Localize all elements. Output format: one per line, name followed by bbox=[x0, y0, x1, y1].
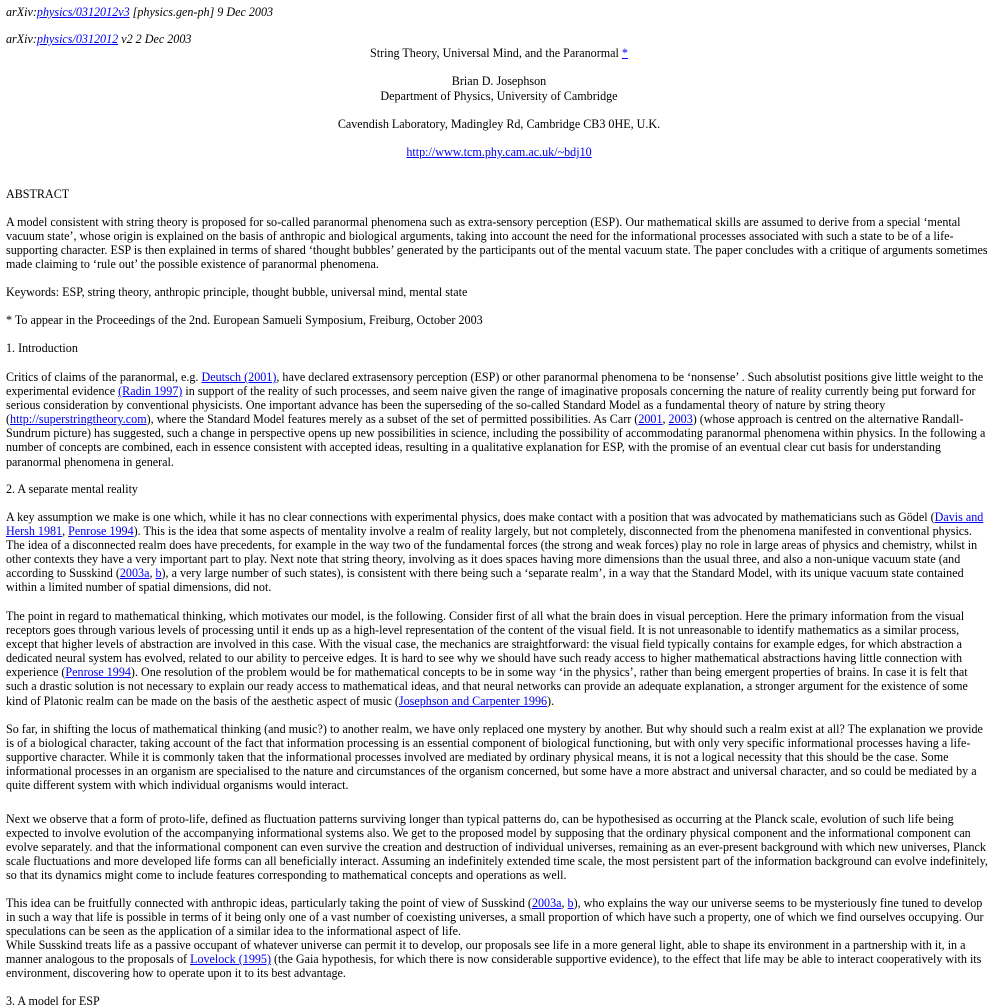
separate-reality-paragraph-6 bbox=[6, 938, 992, 980]
paper-title-text: String Theory, Universal Mind, and the Paranormal bbox=[370, 46, 622, 60]
citation-deutsch-2001[interactable]: Deutsch (2001) bbox=[201, 370, 277, 384]
citation-penrose-1994[interactable]: Penrose 1994 bbox=[68, 524, 134, 539]
text-span: , bbox=[561, 896, 568, 910]
text-span: ), who explains the way our universe seems to be mysteriously fine tuned to develop in such a way that life is possible in terms of it being only one of a vast number of coexisting universes, a small proportion of which have such a property, one of which we find ourselves occupying. Our speculations can be seen as the application of a similar idea to the informational aspect of life. bbox=[6, 896, 984, 939]
arxiv-prefix: arXiv: bbox=[6, 5, 37, 19]
text-span: in support of the reality of such processes, and seem naive given the range of imaginative proposals concerning the nature of reality currently being put forward for serious consideration by conventional physicists. One important advance has been the superseding of the so-called Standard Model as a fundamental theory of nature by string theory ( bbox=[6, 384, 976, 427]
abstract-text: A model consistent with string theory is proposed for so-called paranormal phenomena such as extra-sensory perception (ESP). Our mathematical skills are assumed to derive from a special ‘mental vacuum state’, whose origin is explained on the basis of anthropic and biological arguments, taking into account the need for the informational processes associated with such a state to be of a life-supporting character. ESP is then explained in terms of shared ‘thought bubbles’ generated by the participants out of the mental vacuum state. The paper concludes with a critique of arguments sometimes made claiming to ‘rule out’ the possible existence of paranormal phenomena. bbox=[6, 215, 988, 272]
text-span: ). One resolution of the problem would be for mathematical concepts to be in some way ‘in the physics’, rather than being emergent properties of brains. In case it is felt that such a drastic solution is not necessary to explain our ready access to mathematical ideas, and that neural networks can provide an adequate explanation, a stronger argument for the existence of some kind of Platonic realm can be made on the basis of the aesthetic aspect of music ( bbox=[6, 665, 968, 708]
text-span: While Susskind treats life as a passive occupant of whatever universe can permit it to develop, our proposals see life in a more general light, able to shape its environment in a partnership with it, in a manner analogous to the proposals of bbox=[6, 938, 966, 967]
citation-penrose-1994[interactable]: Penrose 1994 bbox=[65, 665, 131, 680]
section-heading-separate-mental-reality: 2. A separate mental reality bbox=[6, 482, 138, 496]
abstract-heading: ABSTRACT bbox=[6, 187, 70, 201]
citation-susskind-2003b[interactable]: b bbox=[155, 566, 162, 581]
arxiv-version-date: v2 2 Dec 2003 bbox=[118, 32, 192, 46]
citation-susskind-2003a[interactable]: 2003a bbox=[119, 566, 150, 581]
separate-reality-paragraph-1 bbox=[6, 510, 992, 595]
intro-paragraph bbox=[6, 370, 992, 469]
text-span: A key assumption we make is one which, while it has no clear connections with experimental physics, does make contact with a position that was advocated by mathematicians such as Gödel ( bbox=[6, 510, 935, 524]
text-span: The point in regard to mathematical thinking, which motivates our model, is the following. Consider first of all what the brain does in visual perception. Here the primary information from the visual receptors goes through various levels of processing until it ends up as a high-level representation of the content of the visual field. It is not unreasonable to identify mathematics as a similar process, except that higher levels of abstraction are involved in this case. With the visual case, the mechanics are straightforward: the visual field typically contains for example edges, for which abstraction a dedicated neural system has evolved, related to our ability to perceive edges. It is hard to see why we should have such ready access to higher mathematical abstractions having little connection with experience ( bbox=[6, 609, 965, 680]
author-address: Cavendish Laboratory, Madingley Rd, Cambridge CB3 0HE, U.K. bbox=[337, 117, 661, 131]
superstringtheory-link[interactable]: http://superstringtheory.com bbox=[10, 412, 147, 427]
citation-lovelock-1995[interactable]: Lovelock (1995) bbox=[190, 952, 271, 967]
text-span: ), where the Standard Model features merely as a subset of the set of permitted possibilities. As Carr ( bbox=[146, 412, 639, 427]
text-span: (the Gaia hypothesis, for which there is now considerable supportive evidence), to the effect that life may be able to interact cooperatively with its environment, discovering how to operate upon it to its best advantage. bbox=[6, 952, 982, 981]
text-span: Critics of claims of the paranormal, e.g. bbox=[6, 370, 202, 384]
title-footnote-link[interactable]: * bbox=[621, 46, 628, 60]
text-span: , bbox=[149, 566, 156, 581]
text-span: ) (whose approach is centred on the alternative Randall-Sundrum picture) has suggested, such a change in perspective opens up new possibilities in science, including the possibility of accommodating paranormal phenomena within physics. In the following a number of concepts are combined, each in essence consistent with accepted ideas, resulting in a qualitative explanation for ESP, with the promise of an eventual clear cut basis for understanding paranormal phenomena in general. bbox=[6, 412, 986, 469]
citation-carr-2001[interactable]: 2001 bbox=[638, 412, 663, 427]
author-department: Department of Physics, University of Cambridge bbox=[380, 89, 618, 103]
section-heading-model-for-esp: 3. A model for ESP bbox=[6, 994, 100, 1008]
arxiv-prefix-2: arXiv: bbox=[6, 32, 37, 46]
text-span: ). This is the idea that some aspects of mentality involve a realm of reality largely, but not completely, disconnected from the phenomena manifested in conventional physics. The idea of a disconnected realm does have precedents, for example in the way two of the fundamental forces (the strong and weak forces) play no role in large areas of physics and chemistry, whilst in other contexts they have a very important part to play. Next note that string theory, involving as it does spaces having more dimensions than the usual three, and also a non-unique vacuum state (and according to Susskind ( bbox=[6, 524, 978, 581]
arxiv-id-link[interactable]: physics/0312012v3 bbox=[36, 5, 130, 19]
separate-reality-paragraph-2 bbox=[6, 609, 992, 708]
citation-susskind-2003a[interactable]: 2003a bbox=[531, 896, 562, 910]
arxiv-version-line bbox=[6, 32, 992, 46]
separate-reality-paragraph-3: So far, in shifting the locus of mathematical thinking (and music?) to another realm, we have only replaced one mystery by another. But why should such a realm exist at all? The explanation we provide is of a biological character, taking account of the fact that information processing is an essential component of biological functioning, but with only very specific informational processes having a life-supportive character. While it is commonly taken that the informational processes involved are mediated by ordinary physical means, it is not a logical necessity that this should be the case. Some informational processes in an organism are specialised to the nature and circumstances of the organism concerned, but some have a more abstract and universal character, and so could be mediated by a quite different system with which individual organisms would interact. bbox=[6, 722, 983, 793]
citation-carr-2003[interactable]: 2003 bbox=[668, 412, 693, 427]
arxiv-version-link[interactable]: physics/0312012 bbox=[36, 32, 119, 46]
arxiv-category-date: [physics.gen-ph] 9 Dec 2003 bbox=[129, 5, 274, 19]
citation-josephson-carpenter-1996[interactable]: Josephson and Carpenter 1996 bbox=[398, 693, 548, 708]
author-homepage bbox=[6, 145, 992, 159]
citation-davis-hersh-1981[interactable]: Davis and Hersh 1981 bbox=[6, 510, 984, 539]
author-homepage-link[interactable]: http://www.tcm.phy.cam.ac.uk/~bdj10 bbox=[406, 145, 592, 159]
footnote: * To appear in the Proceedings of the 2nd. European Samueli Symposium, Freiburg, October 2003 bbox=[6, 313, 483, 327]
separate-reality-paragraph-4: Next we observe that a form of proto-life, defined as fluctuation patterns surviving longer than typical patterns do, can be hypothesised as occurring at the Planck scale, evolution of such life being expected to involve evolution of the accompanying informational systems also. We get to the proposed model by supposing that the ordinary physical component and the informational component can evolve separately. and that the informational component can even survive the creation and destruction of individual universes, remaining as an ever-present background with which new universes, Planck scale fluctuations and more developed life forms can all beneficially interact. Assuming an indefinitely extended time scale, the most persistent part of the information background can evolve indefinitely, so that its dynamics might come to include features corresponding to mathematical concepts and operations as well. bbox=[6, 812, 988, 883]
text-span: This idea can be fruitfully connected with anthropic ideas, particularly taking the point of view of Susskind ( bbox=[6, 896, 532, 910]
citation-susskind-2003b[interactable]: b bbox=[567, 896, 574, 910]
keywords: Keywords: ESP, string theory, anthropic principle, thought bubble, universal mind, mental state bbox=[6, 285, 468, 299]
arxiv-stamp bbox=[6, 5, 992, 19]
paper-title bbox=[6, 46, 992, 60]
text-span: , bbox=[62, 524, 69, 539]
separate-reality-paragraph-5 bbox=[6, 896, 992, 938]
text-span: , have declared extrasensory perception (ESP) or other paranormal phenomena to be ‘nonsense’ . Such absolutist positions give little weight to the experimental evidence bbox=[6, 370, 984, 399]
author-name: Brian D. Josephson bbox=[451, 74, 547, 88]
text-span: ), a very large number of such states), is consistent with there being such a ‘separate realm’, in a way that the Standard Model, with its unique vacuum state contained within a limited number of spatial dimensions, did not. bbox=[6, 566, 964, 595]
text-span: ). bbox=[547, 693, 555, 708]
text-span: , bbox=[662, 412, 669, 427]
section-heading-introduction: 1. Introduction bbox=[6, 341, 78, 355]
citation-radin-1997[interactable]: (Radin 1997) bbox=[118, 384, 183, 399]
